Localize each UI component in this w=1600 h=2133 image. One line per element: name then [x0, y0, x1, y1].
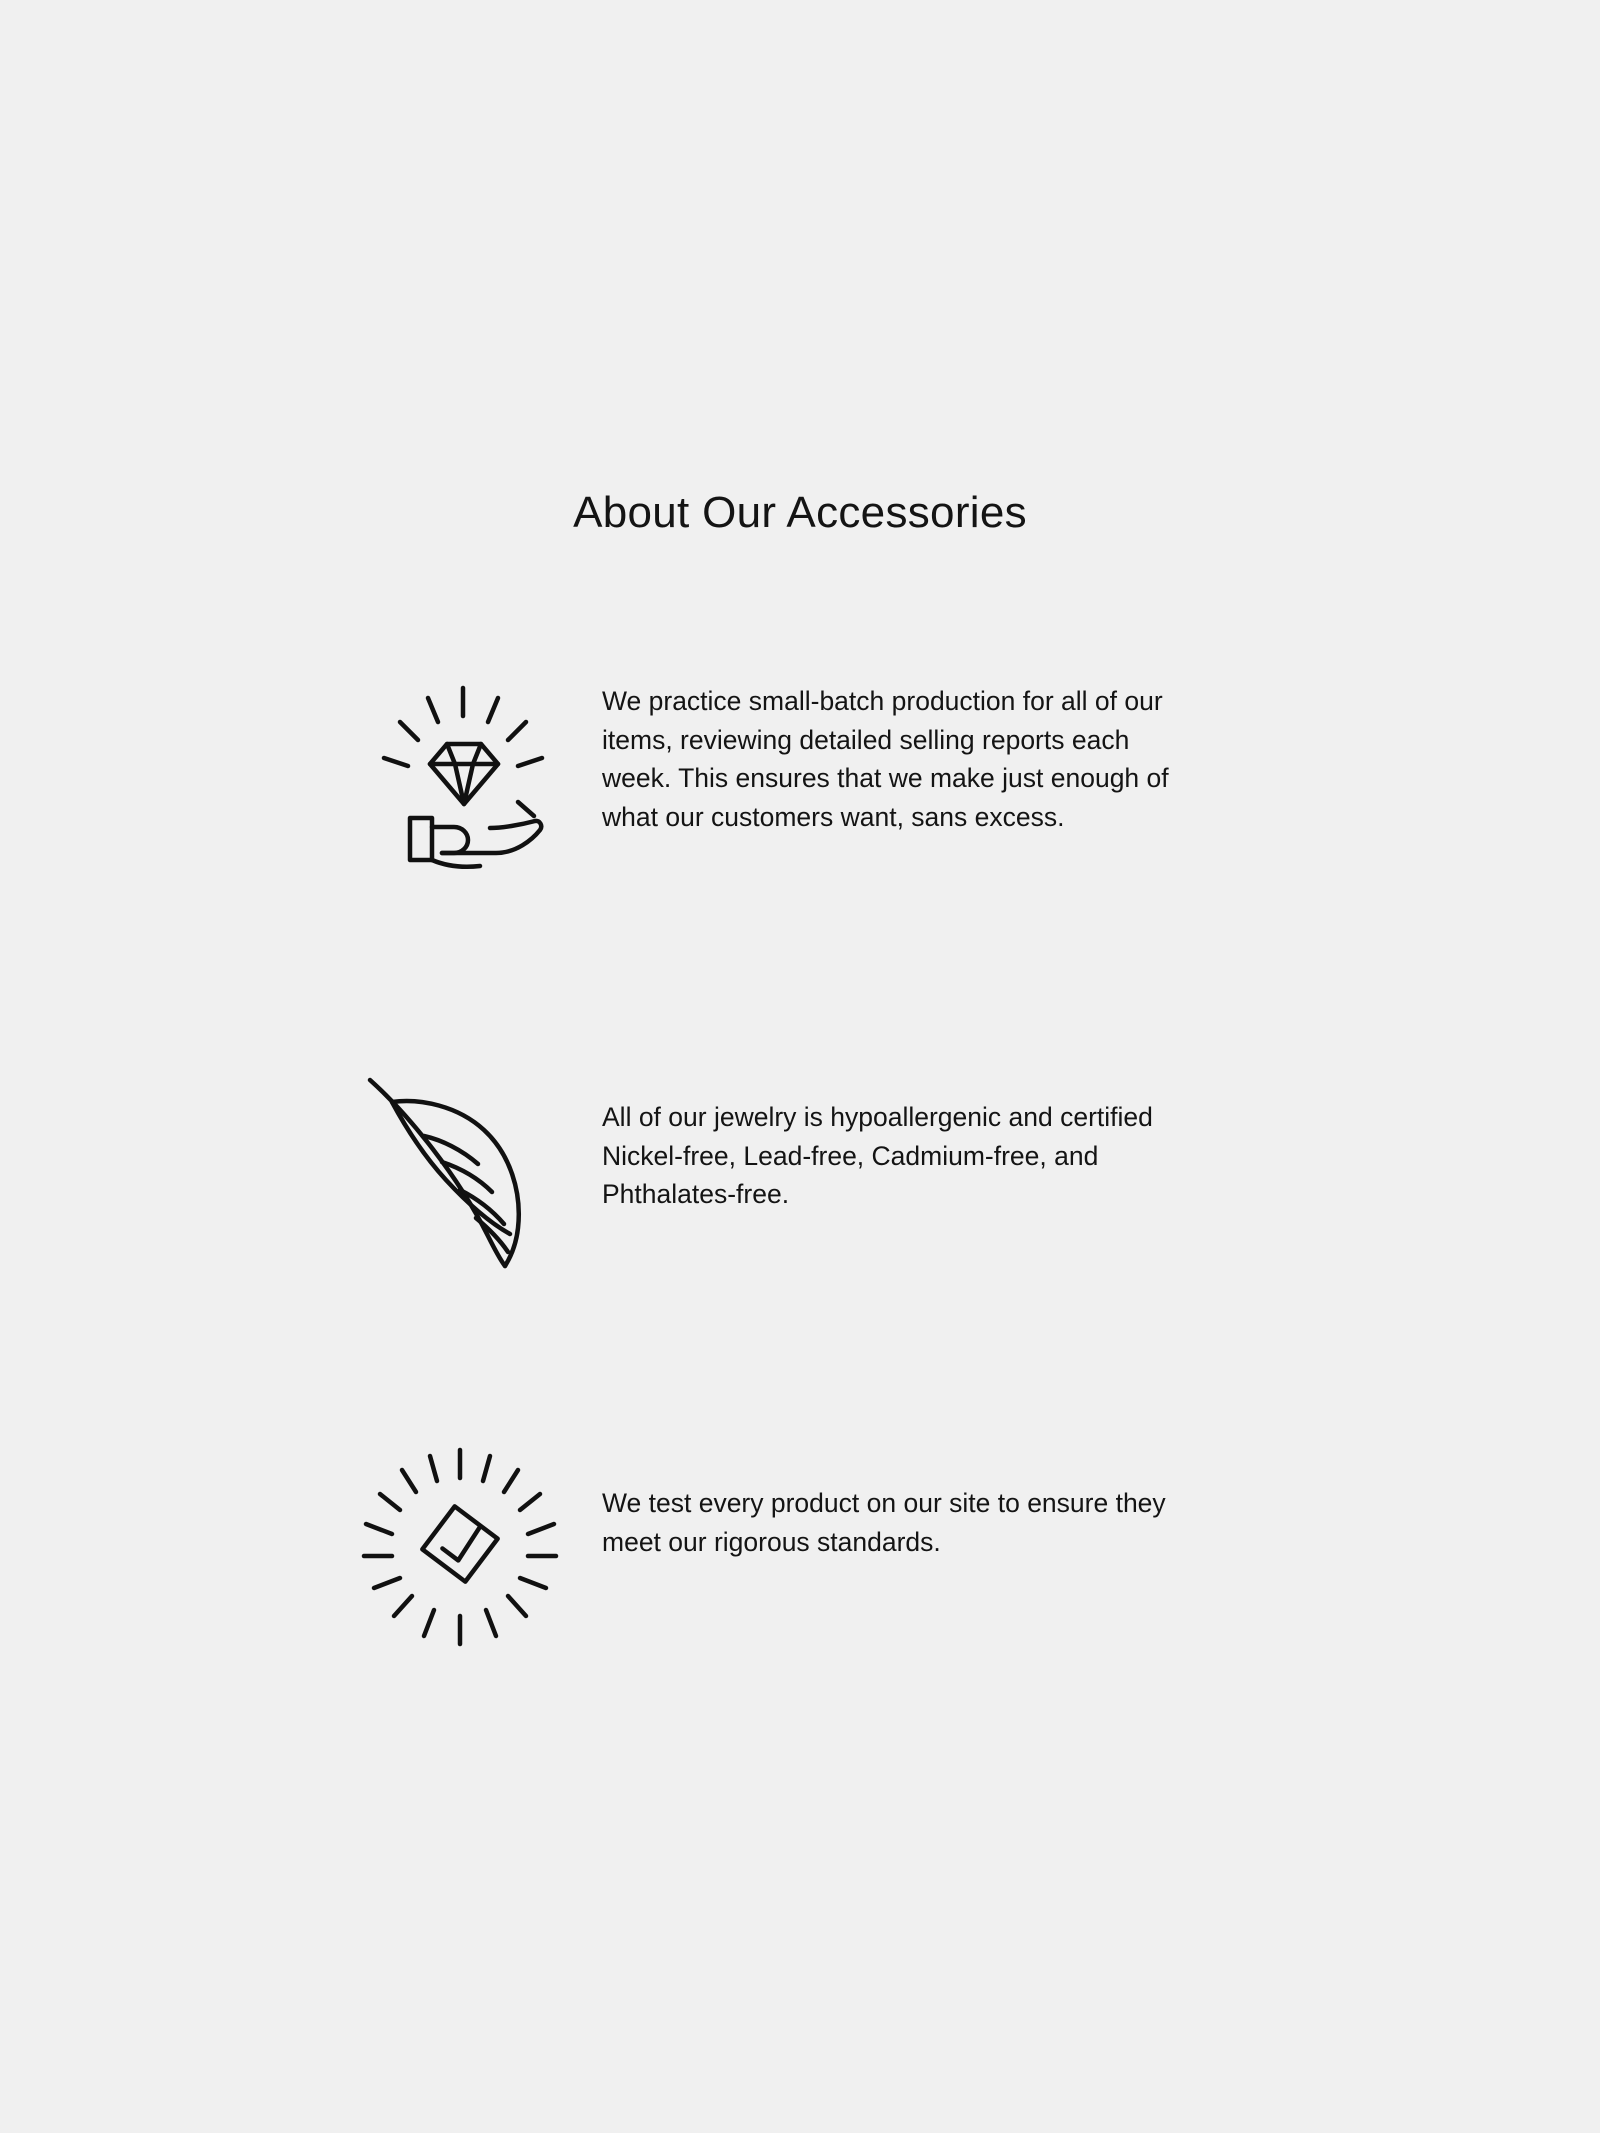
feature-text: We practice small-batch production for all of our items, reviewing detailed selling reports each week. This ensures that we make just enough of what our customers want, sans excess. — [602, 686, 1169, 832]
feature-text: We test every product on our site to ensure they meet our rigorous standards. — [602, 1488, 1166, 1557]
hand-holding-diamond-icon — [340, 660, 590, 910]
feature-item — [340, 1038, 1240, 1298]
feature-item — [340, 660, 1240, 910]
feature-item — [340, 1426, 1240, 1676]
feather-icon — [340, 1038, 590, 1298]
features-list — [340, 660, 1240, 1676]
page-title: About Our Accessories — [573, 488, 1027, 537]
checkmark-burst-icon — [340, 1426, 590, 1676]
feature-text: All of our jewelry is hypoallergenic and certified Nickel-free, Lead-free, Cadmium-free, and Phthalates-free. — [602, 1102, 1153, 1209]
